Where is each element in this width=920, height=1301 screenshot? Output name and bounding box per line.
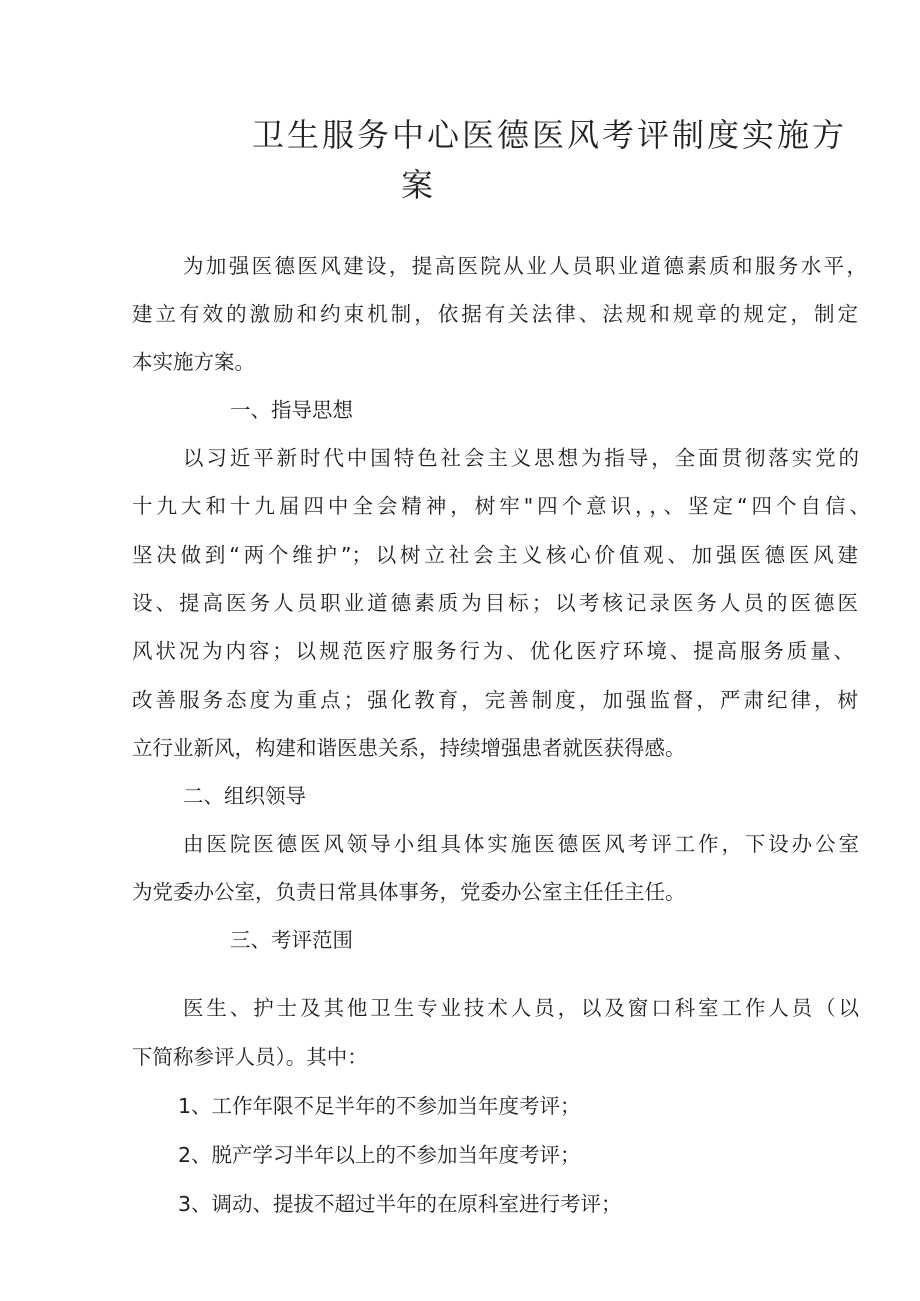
section-2-heading: 二、组织领导: [183, 784, 306, 808]
section-1-line-7: 立行业新风，构建和谐医患关系，持续增强患者就医获得感。: [132, 736, 686, 760]
section-3-item-1: 1、工作年限不足半年的不参加当年度考评；: [178, 1094, 581, 1118]
section-1-line-3: 坚决做到“两个维护”；以树立社会主义核心价值观、加强医德医风建: [132, 543, 858, 567]
section-1-line-2: 十九大和十九届四中全会精神，树牢"四个意识，，、坚定“四个自信、: [132, 494, 870, 518]
document-title-line-2: 案: [401, 166, 437, 204]
section-3-line-1: 医生、护士及其他卫生专业技术人员，以及窗口科室工作人员（以: [183, 996, 859, 1020]
section-1-heading: 一、指导思想: [230, 398, 353, 422]
section-3-item-3: 3、调动、提拔不超过半年的在原科室进行考评；: [178, 1192, 622, 1216]
document-title-line-1: 卫生服务中心医德医风考评制度实施方: [252, 116, 848, 154]
section-3-heading: 三、考评范围: [230, 928, 353, 952]
intro-line-1: 为加强医德医风建设，提高医院从业人员职业道德素质和服务水平，: [183, 254, 867, 278]
section-1-line-4: 设、提高医务人员职业道德素质为目标；以考核记录医务人员的医德医: [132, 591, 858, 615]
section-1-line-1: 以习近平新时代中国特色社会主义思想为指导，全面贯彻落实党的: [183, 446, 859, 470]
section-3-item-2: 2、脱产学习半年以上的不参加当年度考评；: [178, 1143, 581, 1167]
intro-line-3: 本实施方案。: [132, 350, 255, 374]
section-3-line-2: 下简称参评人员）。其中：: [132, 1045, 368, 1069]
section-2-line-1: 由医院医德医风领导小组具体实施医德医风考评工作，下设办公室: [183, 832, 859, 856]
section-1-line-6: 改善服务态度为重点；强化教育，完善制度，加强监督，严肃纪律，树: [132, 688, 858, 712]
section-2-line-2: 为党委办公室，负责日常具体事务，党委办公室主任任主任。: [132, 880, 686, 904]
section-1-line-5: 风状况为内容；以规范医疗服务行为、优化医疗环境、提高服务质量、: [132, 639, 854, 663]
intro-line-2: 建立有效的激励和约束机制，依据有关法律、法规和规章的规定，制定: [132, 302, 858, 326]
